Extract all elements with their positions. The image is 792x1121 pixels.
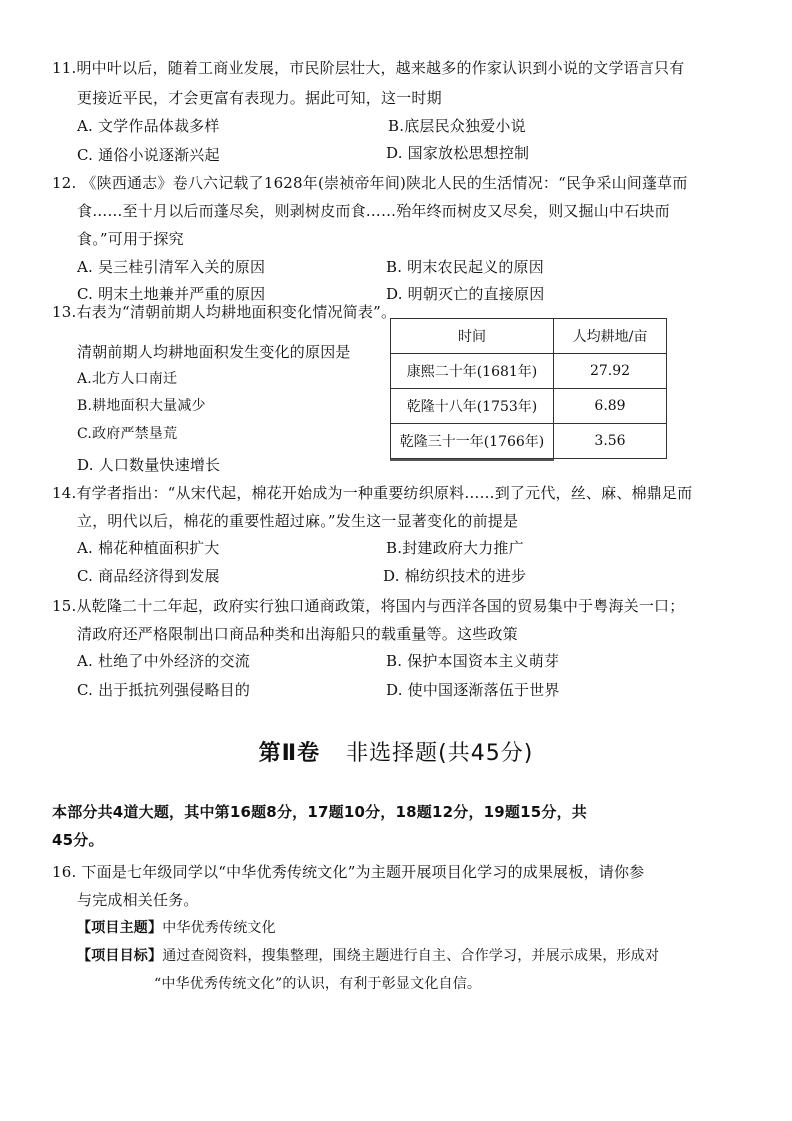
q13-option-d: D. 人口数量快速增长	[77, 456, 221, 474]
table-cell-value: 6.89	[554, 389, 667, 424]
q16-goal	[77, 946, 659, 966]
q16-stem-line1: 16. 下面是七年级同学以“中华优秀传统文化”为主题开展项目化学习的成果展板，请你参	[52, 863, 645, 881]
table-bottom-rule	[390, 459, 554, 461]
section-heading	[0, 736, 792, 767]
q13-option-a: A.北方人口南迁	[77, 371, 178, 387]
q12-option-a: A. 吴三桂引清军入关的原因	[77, 258, 266, 276]
table-header-row	[391, 319, 667, 354]
section-subtitle: 非选择题(共45分)	[346, 741, 534, 766]
table-cell-period: 乾隆十八年(1753年)	[391, 389, 554, 424]
q16-theme-value: 中华优秀传统文化	[162, 920, 276, 936]
table-row	[391, 354, 667, 389]
q16-theme-label: 【项目主题】	[77, 920, 163, 936]
q13-stem-line1: 13.右表为“清朝前期人均耕地面积变化情况简表”。	[52, 303, 397, 321]
q12-stem-line3: 食。”可用于探究	[77, 230, 184, 248]
q15-option-c: C. 出于抵抗列强侵略目的	[77, 681, 251, 699]
section-title: 第Ⅱ卷	[258, 741, 321, 766]
q16-theme	[77, 918, 276, 938]
q11-option-c: C. 通俗小说逐渐兴起	[77, 146, 220, 164]
q13-option-c: C.政府严禁垦荒	[77, 426, 178, 442]
q13-stem-line2: 清朝前期人均耕地面积发生变化的原因是	[77, 343, 351, 361]
q12-stem-line2: 食……至十月以后而蓬尽矣，则剥树皮而食……殆年终而树皮又尽矣，则又掘山中石块而	[77, 202, 670, 220]
table-cell-period: 乾隆三十一年(1766年)	[391, 424, 554, 459]
q14-option-c: C. 商品经济得到发展	[77, 567, 220, 585]
table-cell-period: 康熙二十年(1681年)	[391, 354, 554, 389]
q15-option-a: A. 杜绝了中外经济的交流	[77, 652, 250, 670]
section-intro-line2: 45分。	[52, 831, 104, 849]
q16-goal-value-line1: 通过查阅资料，搜集整理，围绕主题进行自主、合作学习，并展示成果，形成对	[162, 948, 660, 964]
q11-stem-line1: 11.明中叶以后，随着工商业发展，市民阶层壮大，越来越多的作家认识到小说的文学语言只有	[52, 59, 685, 77]
q16-goal-label: 【项目目标】	[77, 948, 163, 964]
table-header-per-capita: 人均耕地/亩	[554, 319, 667, 354]
table-cell-value: 27.92	[554, 354, 667, 389]
table-row	[391, 424, 667, 459]
q13-cultivated-land-table	[390, 318, 667, 459]
q15-option-d: D. 使中国逐渐落伍于世界	[386, 681, 560, 699]
q12-option-d: D. 明朝灭亡的直接原因	[386, 285, 545, 303]
q12-option-c: C. 明末土地兼并严重的原因	[77, 285, 266, 303]
table-header-time: 时间	[391, 319, 554, 354]
q14-stem-line1: 14.有学者指出：“从宋代起，棉花开始成为一种重要纺织原料……到了元代，丝、麻、棉鼎足而	[52, 484, 693, 502]
q12-stem-line1: 12. 《陕西通志》卷八六记载了1628年(崇祯帝年间)陕北人民的生活情况：“民争采山间蓬草而	[52, 174, 688, 192]
q14-option-b: B.封建政府大力推广	[386, 539, 524, 557]
q11-option-b: B.底层民众独爱小说	[388, 117, 526, 135]
q15-option-b: B. 保护本国资本主义萌芽	[386, 652, 560, 670]
q14-option-a: A. 棉花种植面积扩大	[77, 539, 220, 557]
q13-option-b: B.耕地面积大量减少	[77, 398, 206, 414]
q14-option-d: D. 棉纺织技术的进步	[383, 567, 527, 585]
table-row	[391, 389, 667, 424]
q12-option-b: B. 明末农民起义的原因	[386, 258, 544, 276]
q11-option-a: A. 文学作品体裁多样	[77, 117, 220, 135]
q14-stem-line2: 立，明代以后，棉花的重要性超过麻。”发生这一显著变化的前提是	[77, 512, 519, 530]
q15-stem-line1: 15.从乾隆二十二年起，政府实行独口通商政策，将国内与西洋各国的贸易集中于粤海关一口；	[52, 597, 685, 615]
q16-stem-line2: 与完成相关任务。	[77, 891, 199, 909]
q16-goal-value-line2: “中华优秀传统文化”的认识，有利于彰显文化自信。	[154, 976, 482, 992]
q11-option-d: D. 国家放松思想控制	[386, 144, 530, 162]
table-cell-value: 3.56	[554, 424, 667, 459]
q15-stem-line2: 清政府还严格限制出口商品种类和出海船只的载重量等。这些政策	[77, 625, 518, 643]
section-intro-line1: 本部分共4道大题，其中第16题8分，17题10分，18题12分，19题15分，共	[52, 803, 587, 821]
q11-stem-line2: 更接近平民，才会更富有表现力。据此可知，这一时期	[77, 89, 442, 107]
